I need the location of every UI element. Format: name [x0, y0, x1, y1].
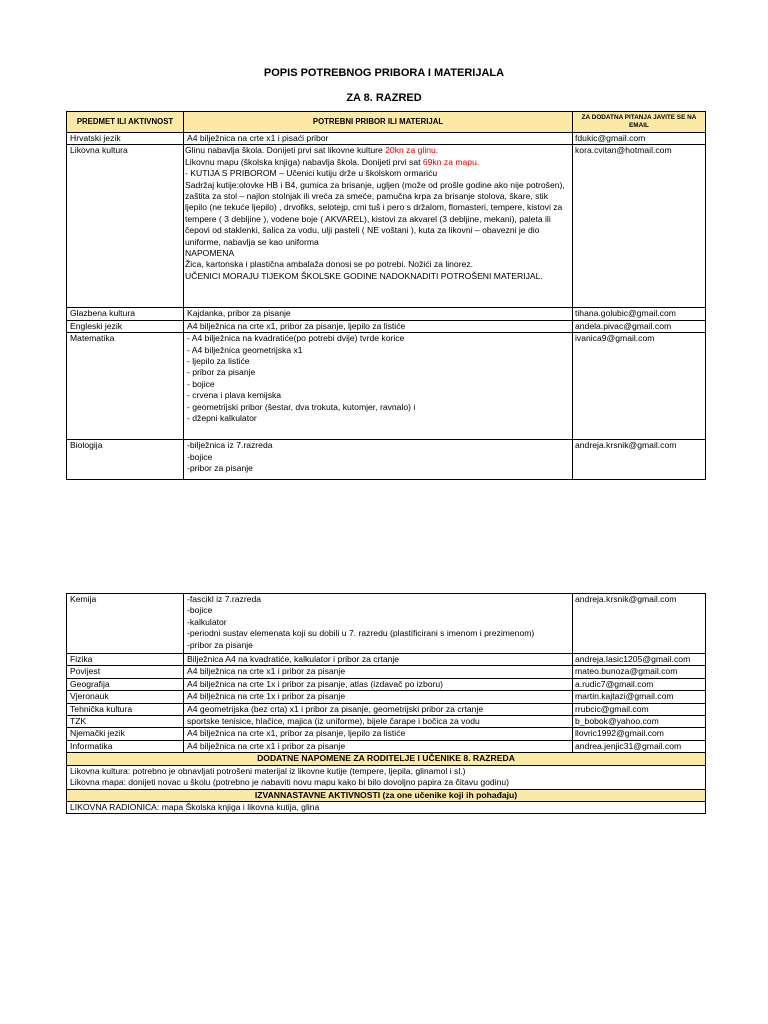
materials-cell: A4 bilježnica na crte x1 i pribor za pisanje — [184, 740, 573, 752]
email-cell: tihana.golubic@gmail.com — [573, 308, 706, 320]
materials-line: -pribor za pisanje — [187, 639, 253, 650]
likovna-line: Glinu nabavlja škola. Donijeti prvi sat likovne kulture 20kn za glinu. — [185, 145, 439, 156]
email-cell: andreja.krsnik@gmail.com — [573, 440, 706, 480]
materials-cell: A4 bilježnica na crte x1 i pisaći pribor — [184, 133, 573, 145]
extracurricular-header: IZVANNASTAVNE AKTIVNOSTI (za one učenike koji ih pohađaju) — [67, 789, 706, 801]
materials-cell — [184, 594, 573, 654]
materials-table-2 — [66, 593, 706, 814]
materials-line: -bojice — [187, 451, 213, 462]
likovna-line: UČENICI MORAJU TIJEKOM ŠKOLSKE GODINE NADOKNADITI POTROŠENI MATERIJAL. — [185, 270, 543, 281]
materials-line: - džepni kalkulator — [187, 413, 257, 424]
materials-line: - A4 bilježnica na kvadratiće(po potrebi dvije) tvrde korice — [187, 333, 405, 344]
email-cell: a.rudic7@gmail.com — [573, 678, 706, 690]
subject-cell: Engleski jezik — [67, 320, 184, 332]
materials-line: -kalkulator — [187, 616, 227, 627]
price-clay: 20kn za glinu. — [385, 145, 439, 156]
email-cell: andela.pivac@gmail.com — [573, 320, 706, 332]
likovna-line: Sadržaj kutije:olovke HB i B4, gumica za brisanje, ugljen (može od prošle godine ako nije potrošen), zaštita za stol – najlon stolnjak ili vreća za smeće, pamučna krpa za brisanje stolova, škare, stik ljepilo (ne tekuće ljepilo) , drvofiks, selotejp, crni tuš i pero s držalom, flomasteri, tempere, kistovi za tempere ( 3 debljine ), vodene boje ( AKVAREL), kistovi za akvarel (3 debljine, mekani), paleta ili čepovi od staklenki, šalica za vodu, ulji pasteli ( NE voštani ), kuta za likovni – obavezni je dio uniforme, nabavlja se kao uniforma — [185, 179, 565, 247]
materials-line: -periodni sustav elemenata koji su dobili u 7. razredu (plastificirani s imenom i prezimenom) — [187, 628, 535, 639]
materials-cell: A4 bilježnica na crte x1 i pribor za pisanje — [184, 666, 573, 678]
header-subject: PREDMET ILI AKTIVNOST — [67, 112, 184, 133]
materials-line: - A4 bilježnica geometrijska x1 — [187, 344, 303, 355]
subject-cell: Kemija — [67, 594, 184, 654]
notes-header: DODATNE NAPOMENE ZA RODITELJE I UČENIKE 8. RAZREDA — [67, 753, 706, 765]
notes-cell — [67, 765, 706, 789]
email-cell: andreja.krsnik@gmail.com — [573, 594, 706, 654]
materials-line: - ljepilo za listiće — [187, 356, 250, 367]
materials-cell: A4 bilježnica na crte 1x i pribor za pisanje, atlas (izdavač po izboru) — [184, 678, 573, 690]
subject-cell: Likovna kultura — [67, 145, 184, 308]
subject-cell: Biologija — [67, 440, 184, 480]
subject-cell: Njemački jezik — [67, 728, 184, 740]
materials-cell: Kajdanka, pribor za pisanje — [184, 308, 573, 320]
materials-line: - geometrijski pribor (šestar, dva trokuta, kutomjer, ravnalo) i — [187, 401, 416, 412]
document-subtitle: ZA 8. RAZRED — [346, 92, 422, 104]
materials-line: -bojice — [187, 605, 213, 616]
subject-cell: TZK — [67, 716, 184, 728]
email-cell: ivanica9@gmail.com — [573, 333, 706, 440]
likovna-line: - KUTIJA S PRIBOROM – Učenici kutiju drže u školskom ormariću — [185, 168, 438, 179]
extracurricular-cell: LIKOVNA RADIONICA: mapa Školska knjiga i likovna kutija, glina — [67, 802, 706, 814]
subject-cell: Informatika — [67, 740, 184, 752]
materials-line: -pribor za pisanje — [187, 463, 253, 474]
subject-cell: Hrvatski jezik — [67, 133, 184, 145]
materials-cell: A4 bilježnica na crte x1, pribor za pisanje, ljepilo za listiće — [184, 728, 573, 740]
materials-cell — [184, 440, 573, 480]
email-cell: b_bobok@yahoo.com — [573, 716, 706, 728]
materials-line: -fascikl iz 7.razreda — [187, 594, 262, 604]
note-line: Likovna kultura: potrebno je obnavljati potrošeni materijal iz likovne kutije (tempere, ljepila, glinamol i sl.) — [70, 765, 466, 776]
materials-cell: Bilježnica A4 na kvadratiće, kalkulator i pribor za crtanje — [184, 654, 573, 666]
header-materials: POTREBNI PRIBOR ILI MATERIJAL — [184, 112, 573, 133]
likovna-materials-cell — [184, 145, 573, 308]
subject-cell: Tehnička kultura — [67, 703, 184, 715]
subject-cell: Geografija — [67, 678, 184, 690]
price-folder: 69kn za mapu. — [422, 156, 480, 167]
email-cell: andreja.lasic1205@gmail.com — [573, 654, 706, 666]
materials-line: -bilježnica iz 7.razreda — [187, 440, 273, 451]
subject-cell: Povijest — [67, 666, 184, 678]
materials-table-1 — [66, 111, 706, 480]
materials-line: - pribor za pisanje — [187, 367, 256, 378]
note-line: Likovna mapa: donijeti novac u školu (potrebno je nabaviti novu mapu kako bi bilo dovoljno papira za čitavu godinu) — [70, 777, 510, 788]
materials-cell: A4 geometrijska (bez crta) x1 i pribor za pisanje, geometrijski pribor za crtanje — [184, 703, 573, 715]
materials-cell: sportske tenisice, hlačice, majica (iz uniforme), bijele čarape i bočica za vodu — [184, 716, 573, 728]
email-cell: kora.cvitan@hotmail.com — [573, 145, 706, 308]
subject-cell: Matematika — [67, 333, 184, 440]
email-cell: martin.kajtazi@gmail.com — [573, 691, 706, 703]
subject-cell: Glazbena kultura — [67, 308, 184, 320]
materials-line: - bojice — [187, 378, 215, 389]
email-cell: llovric1992@gmail.com — [573, 728, 706, 740]
materials-cell — [184, 333, 573, 440]
materials-cell: A4 bilježnica na crte 1x i pribor za pisanje — [184, 691, 573, 703]
subject-cell: Vjeronauk — [67, 691, 184, 703]
likovna-line: Žica, kartonska i plastična ambalaža donosi se po potrebi. Nožići za linorez. — [185, 259, 474, 270]
materials-line: - crvena i plava kemijska — [187, 390, 282, 401]
likovna-line: NAPOMENA — [185, 248, 235, 259]
subject-cell: Fizika — [67, 654, 184, 666]
email-cell: mateo.bunoza@gmail.com — [573, 666, 706, 678]
email-cell: fdukic@gmail.com — [573, 133, 706, 145]
header-contact: ZA DODATNA PITANJA JAVITE SE NA EMAIL — [573, 112, 706, 133]
email-cell: andrea.jenjic31@gmail.com — [573, 740, 706, 752]
email-cell: rrubcic@gmail.com — [573, 703, 706, 715]
materials-cell: A4 bilježnica na crte x1, pribor za pisanje, ljepilo za listiće — [184, 320, 573, 332]
document-title: POPIS POTREBNOG PRIBORA I MATERIJALA — [263, 67, 505, 79]
likovna-line: Likovnu mapu (školska knjiga) nabavlja škola. Donijeti prvi sat 69kn za mapu. — [185, 156, 480, 167]
